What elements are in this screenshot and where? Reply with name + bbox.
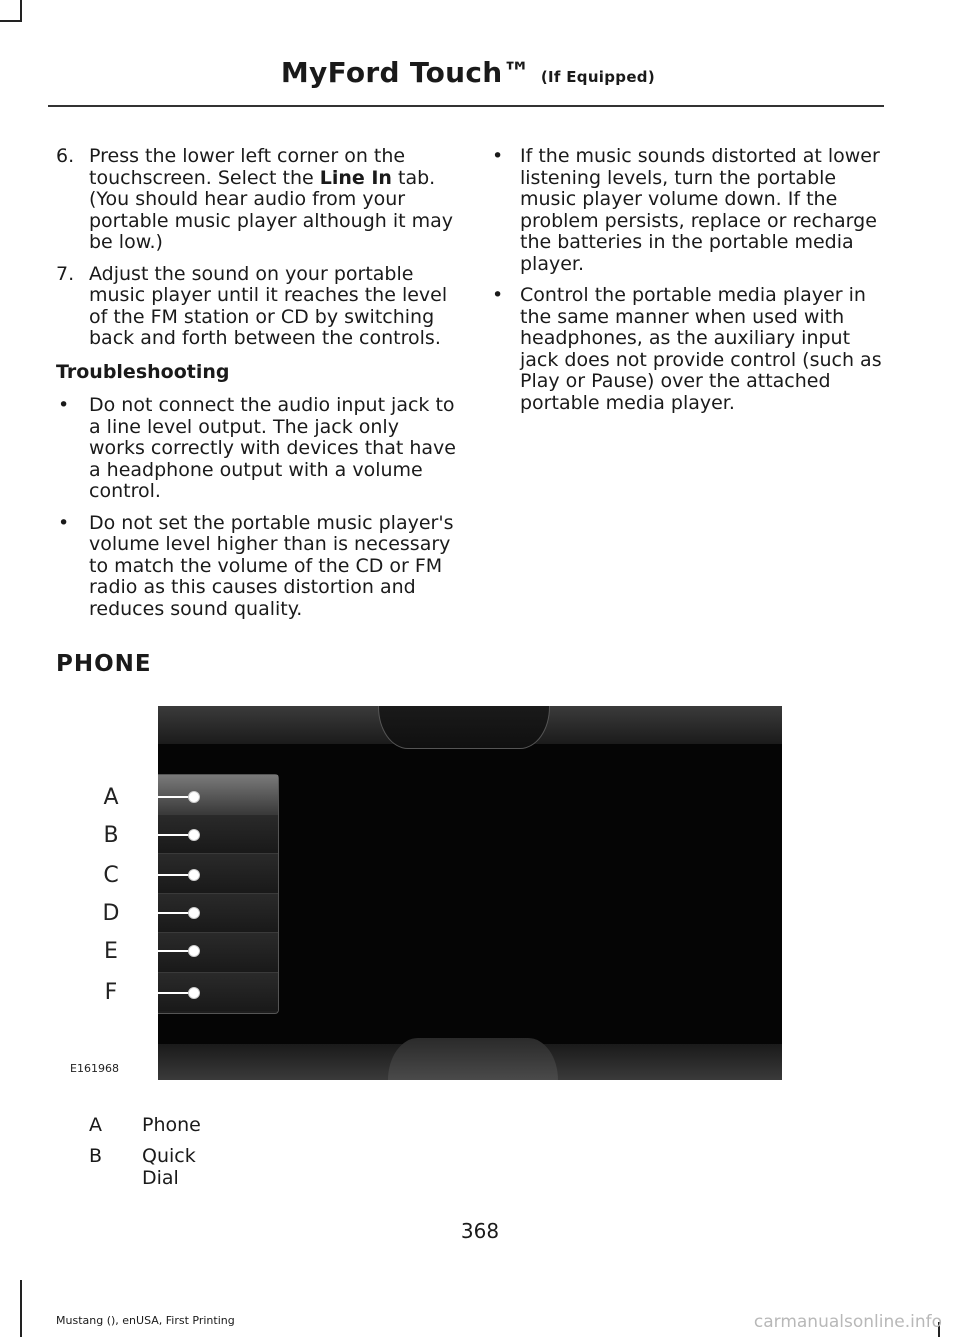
header-title-suffix: (If Equipped) xyxy=(540,68,655,86)
step-text: tab. (You should hear audio from your portable music player although it may be low.) xyxy=(89,166,454,253)
step-item xyxy=(56,264,456,350)
page-header xyxy=(281,56,655,89)
callout-dot xyxy=(188,945,200,957)
callout-letter: F xyxy=(104,980,118,1005)
step-number: 6. xyxy=(56,145,75,167)
menu-row xyxy=(158,933,278,973)
callout-dot xyxy=(188,869,200,881)
callout-dot xyxy=(188,791,200,803)
callout-line xyxy=(130,992,194,994)
bullet-item xyxy=(490,285,882,414)
callout-letter: B xyxy=(103,823,119,848)
bullet-icon: • xyxy=(58,394,70,416)
callout-line xyxy=(130,796,194,798)
step-bold-text: Line In xyxy=(319,166,392,189)
legend-key: A xyxy=(89,1114,102,1136)
step-text: Adjust the sound on your portable music player until it reaches the level of the FM station or CD by switching back and forth between the controls. xyxy=(89,262,448,349)
subheading-troubleshooting: Troubleshooting xyxy=(56,360,230,383)
callout-letter: C xyxy=(103,863,119,888)
watermark: carmanualsonline.info xyxy=(753,1312,942,1332)
menu-row xyxy=(158,775,278,815)
legend-value: Phone xyxy=(142,1114,201,1136)
callout-dot xyxy=(188,829,200,841)
bullet-icon: • xyxy=(58,511,70,534)
callout-letter: A xyxy=(103,785,119,810)
callout-line xyxy=(130,834,194,836)
step-text: Press the lower left corner on the touchscreen. Select the xyxy=(89,145,406,189)
callout-line xyxy=(130,950,194,952)
crop-mark xyxy=(20,0,22,22)
bullet-item xyxy=(56,395,456,503)
callout-dot xyxy=(188,987,200,999)
bullet-item xyxy=(56,513,456,621)
screen-top-notch xyxy=(378,706,550,749)
callout-line xyxy=(130,912,194,914)
bullet-item xyxy=(490,146,882,275)
bullet-text: Control the portable media player in the same manner when used with headphones, as the auxiliary input jack does not provide control (such as Play or Pause) over the attached portable media player. xyxy=(520,284,882,414)
page-number: 368 xyxy=(460,1219,500,1243)
step-item xyxy=(56,146,456,254)
section-title: PHONE xyxy=(56,651,152,677)
footer-text: Mustang (), enUSA, First Printing xyxy=(56,1314,235,1327)
crop-mark xyxy=(20,1280,22,1337)
bullet-icon: • xyxy=(492,284,504,306)
phone-menu-panel xyxy=(158,774,279,1014)
callout-dot xyxy=(188,907,200,919)
phone-screen-figure xyxy=(70,706,782,1080)
left-column xyxy=(56,146,456,630)
touchscreen-illustration xyxy=(158,706,782,1080)
legend-value: Quick Dial xyxy=(142,1145,196,1189)
right-column xyxy=(490,146,882,424)
callout-letter: E xyxy=(104,939,118,964)
bullet-text: If the music sounds distorted at lower listening levels, turn the portable music player volume down. If the problem persists, replace or recharge the batteries in the portable media player. xyxy=(520,145,880,275)
screen-bottom-notch xyxy=(388,1038,558,1080)
callout-line xyxy=(130,874,194,876)
legend-key: B xyxy=(89,1145,103,1167)
header-divider xyxy=(48,105,884,107)
figure-id: E161968 xyxy=(70,1062,119,1075)
bullet-icon: • xyxy=(492,145,504,167)
header-title: MyFord Touch™ xyxy=(280,56,531,89)
bullet-text: Do not connect the audio input jack to a line level output. The jack only works correctly with devices that have a headphone output with a volume control. xyxy=(89,394,456,502)
bullet-text: Do not set the portable music player's volume level higher than is necessary to match the volume of the CD or FM radio as this causes distortion and reduces sound quality. xyxy=(89,511,454,620)
crop-mark xyxy=(0,20,22,22)
callout-letter: D xyxy=(102,901,120,926)
step-number: 7. xyxy=(56,262,75,285)
